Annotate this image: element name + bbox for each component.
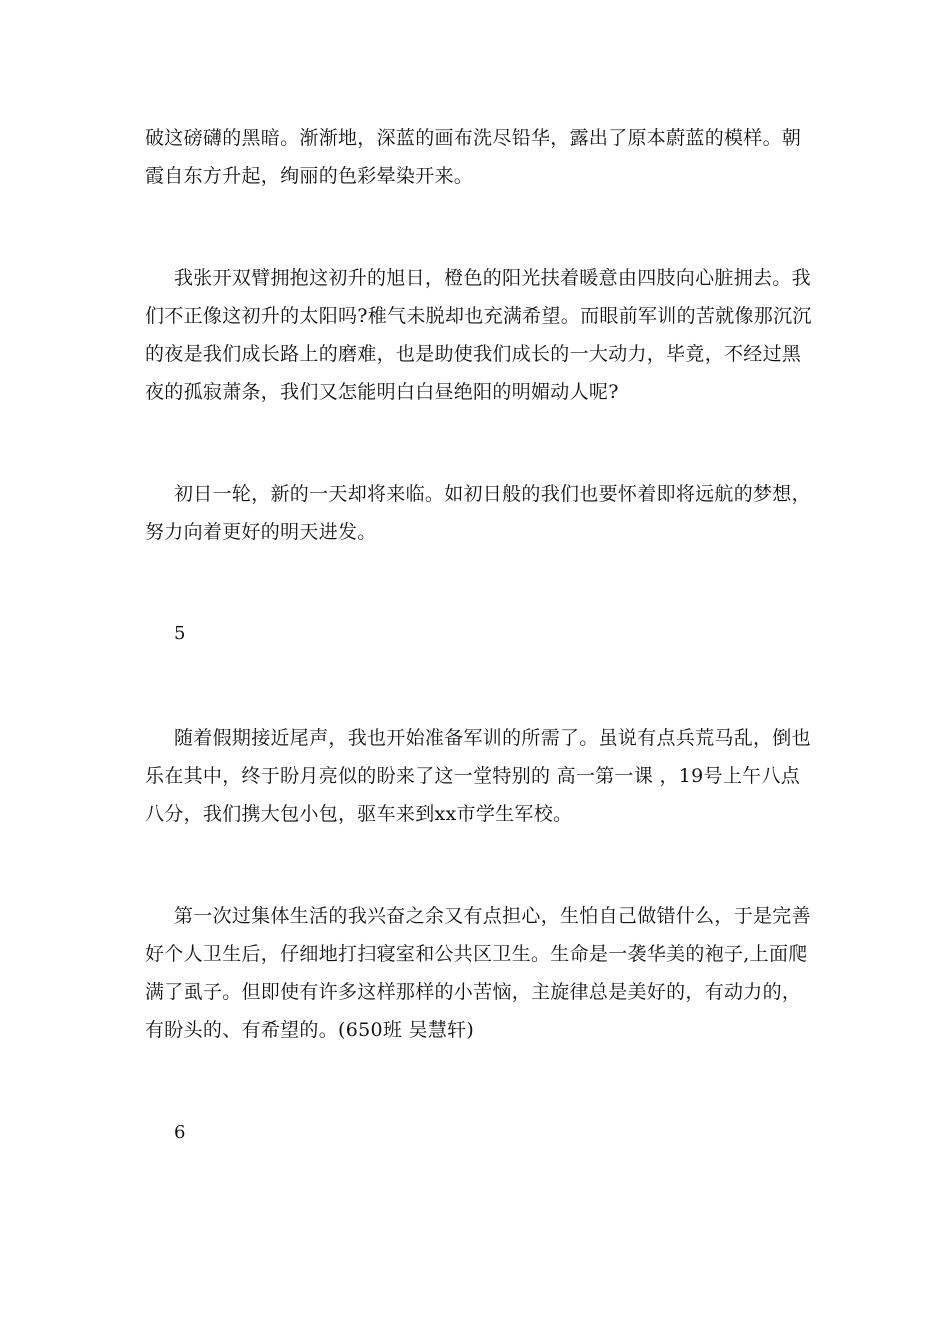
section-number-6: 6 bbox=[174, 1122, 186, 1143]
paragraph-4-line-1: 随着假期接近尾声，我也开始准备军训的所需了。虽说有点兵荒马乱，倒也 bbox=[174, 727, 811, 749]
paragraph-2-line-1: 我张开双臂拥抱这初升的旭日，橙色的阳光扶着暖意由四肢向心脏拥去。我 bbox=[174, 267, 811, 289]
paragraph-5-line-1: 第一次过集体生活的我兴奋之余又有点担心，生怕自己做错什么，于是完善 bbox=[174, 905, 811, 927]
paragraph-2-line-2: 们不正像这初升的太阳吗?稚气未脱却也充满希望。而眼前军训的苦就像那沉沉 bbox=[145, 305, 812, 327]
section-number-5: 5 bbox=[174, 623, 186, 644]
paragraph-1-line-1: 破这磅礴的黑暗。渐渐地，深蓝的画布洗尽铅华，露出了原本蔚蓝的模样。朝 bbox=[145, 127, 802, 149]
paragraph-5-line-4: 有盼头的、有希望的。(650班 吴慧轩) bbox=[145, 1019, 475, 1041]
paragraph-1-line-2: 霞自东方升起，绚丽的色彩晕染开来。 bbox=[145, 165, 474, 187]
paragraph-3-line-2: 努力向着更好的明天进发。 bbox=[145, 521, 377, 543]
paragraph-4-line-2: 乐在其中，终于盼月亮似的盼来了这一堂特别的 高一第一课 ，19号上午八点 bbox=[145, 765, 801, 787]
paragraph-2-line-3: 的夜是我们成长路上的磨难，也是助使我们成长的一大动力，毕竟，不经过黑 bbox=[145, 343, 802, 365]
paragraph-2-line-4: 夜的孤寂萧条，我们又怎能明白白昼绝阳的明媚动人呢? bbox=[145, 381, 619, 403]
paragraph-5-line-2: 好个人卫生后，仔细地打扫寝室和公共区卫生。生命是一袭华美的袍子,上面爬 bbox=[145, 943, 808, 965]
paragraph-5-line-3: 满了虱子。但即使有许多这样那样的小苦恼，主旋律总是美好的，有动力的， bbox=[145, 981, 802, 1003]
paragraph-4-line-3: 八分，我们携大包小包，驱车来到xx市学生军校。 bbox=[145, 803, 573, 825]
paragraph-3-line-1: 初日一轮，新的一天却将来临。如初日般的我们也要怀着即将远航的梦想， bbox=[174, 483, 811, 505]
